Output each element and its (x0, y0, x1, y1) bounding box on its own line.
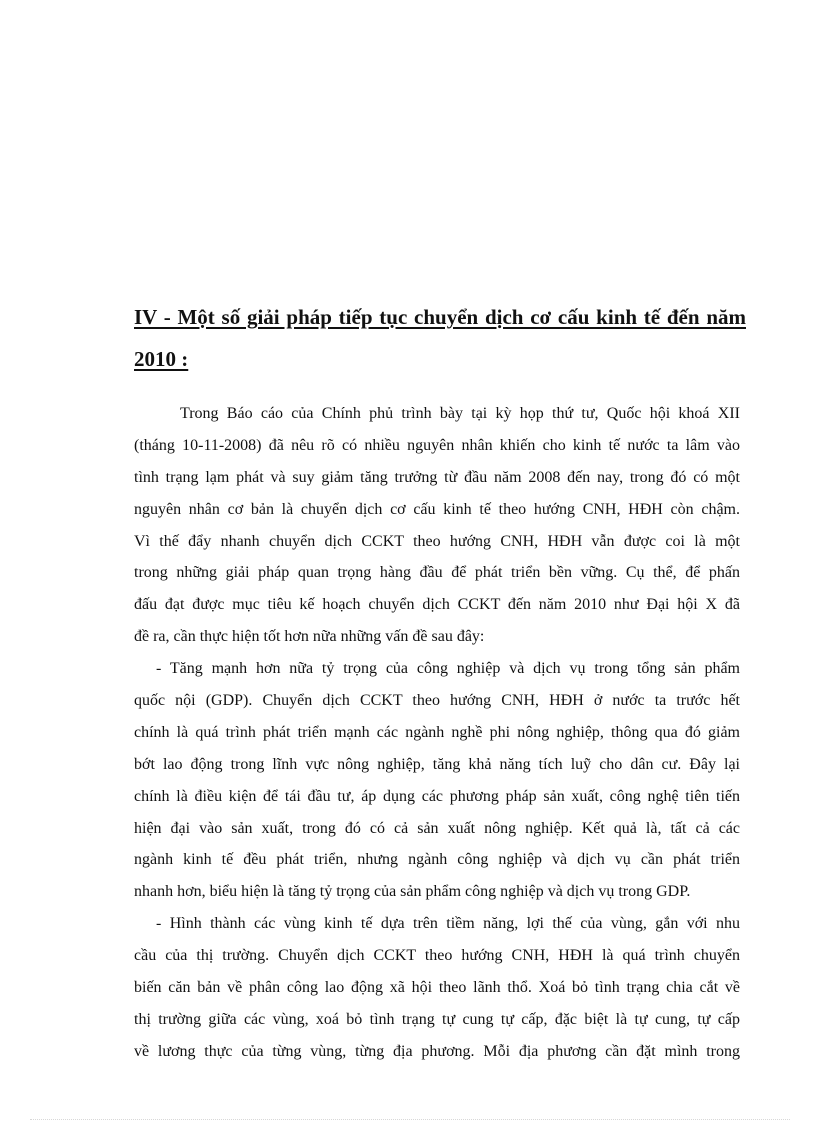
text-line: về lương thực của từng vùng, từng địa phương. Mỗi địa phương cần đặt mình trong (134, 1042, 740, 1060)
text-line: - Hình thành các vùng kinh tế dựa trên tiềm năng, lợi thế của vùng, gắn với nhu (156, 915, 740, 933)
text-line: chính là điều kiện để tái đầu tư, áp dụng các phương pháp sản xuất, công nghệ tiên tiến (134, 787, 740, 805)
text-line: hiện đại vào sản xuất, trong đó có cả sản xuất nông nghiệp. Kết quả là, tất cả các (134, 819, 740, 837)
text-line: Vì thế đẩy nhanh chuyển dịch CCKT theo hướng CNH, HĐH vẫn được coi là một (134, 532, 740, 550)
paragraph-bullet-1 (134, 653, 740, 908)
page-bottom-divider (30, 1119, 790, 1120)
text-line: ngành kinh tế đều phát triển, nhưng ngành công nghiệp và dịch vụ cần phát triển (134, 851, 740, 869)
text-line: cầu của thị trường. Chuyển dịch CCKT theo hướng CNH, HĐH là quá trình chuyển (134, 947, 740, 965)
paragraph-intro (134, 398, 740, 653)
section-heading-line-2: 2010 : (134, 347, 189, 371)
text-line: bớt lao động trong lĩnh vực nông nghiệp, tăng khả năng tích luỹ cho dân cư. Đây lại (134, 755, 740, 773)
text-line: đề ra, cần thực hiện tốt hơn nữa những vấn đề sau đây: (134, 628, 485, 646)
body-text (134, 398, 740, 1068)
text-line: biến căn bản về phân công lao động xã hội theo lãnh thổ. Xoá bỏ tình trạng chia cắt về (134, 979, 740, 997)
text-line: tình trạng lạm phát và suy giảm tăng trưởng từ đầu năm 2008 đến nay, trong đó có một (134, 468, 740, 486)
text-line: chính là quá trình phát triển mạnh các ngành nghề phi nông nghiệp, thông qua đó giảm (134, 723, 740, 741)
text-line: Trong Báo cáo của Chính phủ trình bày tại kỳ họp thứ tư, Quốc hội khoá XII (180, 405, 740, 422)
section-heading-line-1: IV - Một số giải pháp tiếp tục chuyển dịch cơ cấu kinh tế đến năm (134, 305, 746, 329)
text-line: nguyên nhân cơ bản là chuyển dịch cơ cấu kinh tế theo hướng CNH, HĐH còn chậm. (134, 500, 740, 518)
text-line: quốc nội (GDP). Chuyển dịch CCKT theo hướng CNH, HĐH ở nước ta trước hết (134, 692, 740, 710)
text-line: trong những giải pháp quan trọng hàng đầu để phát triển bền vững. Cụ thể, để phấn (134, 564, 740, 582)
text-line: nhanh hơn, biểu hiện là tăng tỷ trọng của sản phẩm công nghiệp và dịch vụ trong GDP. (134, 883, 691, 901)
paragraph-bullet-2 (134, 908, 740, 1067)
text-line: đấu đạt được mục tiêu kế hoạch chuyển dịch CCKT đến năm 2010 như Đại hội X đã (134, 596, 740, 614)
text-line: - Tăng mạnh hơn nữa tỷ trọng của công nghiệp và dịch vụ trong tổng sản phẩm (156, 660, 740, 678)
text-line: thị trường giữa các vùng, xoá bỏ tình trạng tự cung tự cấp, đặc biệt là tự cung, tự cấp (134, 1010, 740, 1028)
text-line: (tháng 10-11-2008) đã nêu rõ có nhiều nguyên nhân khiến cho kinh tế nước ta lâm vào (134, 436, 740, 454)
